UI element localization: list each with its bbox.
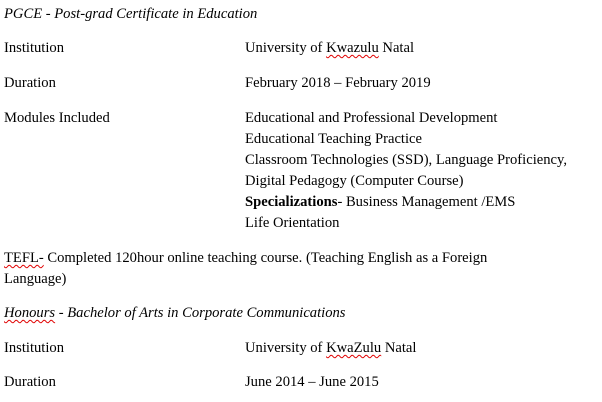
module-item: Classroom Technologies (SSD), Language Proficiency, — [245, 152, 568, 168]
tefl-flagged-word: TEFL- — [4, 250, 44, 266]
pgce-duration-value: February 2018 – February 2019 — [245, 75, 431, 91]
specializations-value: - Business Management /EMS — [337, 194, 516, 210]
honours-institution-label: Institution — [4, 340, 64, 356]
tefl-paragraph — [4, 248, 544, 290]
module-item: Life Orientation — [245, 215, 340, 231]
honours-institution-value — [245, 338, 416, 359]
module-item: Educational and Professional Development — [245, 110, 498, 126]
honours-duration-value: June 2014 – June 2015 — [245, 374, 379, 390]
pgce-heading: PGCE - Post-grad Certificate in Education — [4, 6, 258, 22]
pgce-institution-label: Institution — [4, 40, 64, 56]
honours-institution-prefix: University of — [245, 340, 327, 356]
honours-heading — [4, 303, 345, 324]
honours-institution-flagged-word: KwaZulu — [326, 340, 382, 356]
tefl-text: Completed 120hour online teaching course. (Teaching English as a Foreign Language) — [4, 250, 488, 287]
module-item: Digital Pedagogy (Computer Course) — [245, 173, 464, 189]
pgce-duration-label: Duration — [4, 75, 56, 91]
pgce-modules-label: Modules Included — [4, 110, 110, 126]
honours-duration-label: Duration — [4, 374, 56, 390]
pgce-institution-suffix: Natal — [378, 40, 415, 56]
specializations-label: Specializations — [245, 194, 338, 210]
module-item: Educational Teaching Practice — [245, 131, 422, 147]
honours-heading-rest: - Bachelor of Arts in Corporate Communications — [55, 305, 346, 321]
honours-flagged-word: Honours — [4, 305, 56, 321]
pgce-institution-flagged-word: Kwazulu — [326, 40, 379, 56]
honours-institution-suffix: Natal — [381, 340, 417, 356]
pgce-institution-prefix: University of — [245, 40, 327, 56]
pgce-institution-value — [245, 38, 414, 59]
module-item-specializations — [245, 192, 567, 213]
pgce-modules-list — [245, 108, 567, 234]
